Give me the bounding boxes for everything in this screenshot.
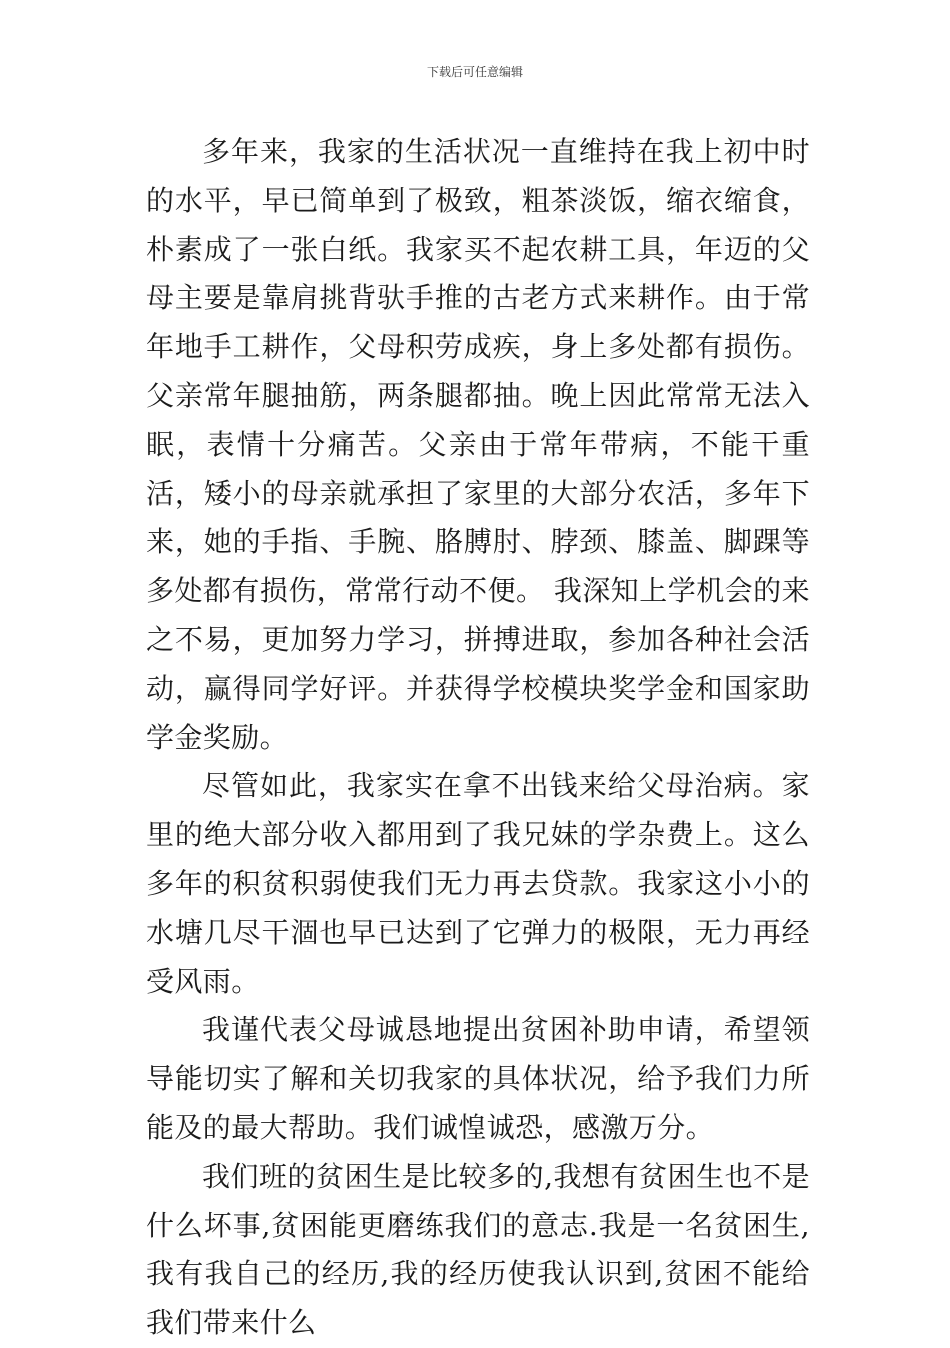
paragraph-family-situation: 多年来，我家的生活状况一直维持在我上初中时的水平，早已简单到了极致，粗茶淡饭，缩衣缩食，朴素成了一张白纸。我家买不起农耕工具，年迈的父母主要是靠肩挑背驮手推的古老方式来耕作。由于常年地手工耕作，父母积劳成疾，身上多处都有损伤。父亲常年腿抽筋，两条腿都抽。晚上因此常常无法入眠，表情十分痛苦。父亲由于常年带病，不能干重活，矮小的母亲就承担了家里的大部分农活，多年下来，她的手指、手腕、胳膊肘、脖颈、膝盖、脚踝等多处都有损伤，常常行动不便。 我深知上学机会的来之不易，更加努力学习，拼搏进取，参加各种社会活动，赢得同学好评。并获得学校模块奖学金和国家助学金奖励。: [146, 135, 810, 754]
paragraph-class-reflection: 我们班的贫困生是比较多的,我想有贫困生也不是什么坏事,贫困能更磨练我们的意志.我是一名贫困生,我有我自己的经历,我的经历使我认识到,贫困不能给我们带来什么: [146, 1159, 810, 1340]
paragraph-application-request: 我谨代表父母诚恳地提出贫困补助申请，希望领导能切实了解和关切我家的具体状况，给予我们力所能及的最大帮助。我们诚惶诚恐，感激万分。: [146, 1013, 810, 1144]
document-body: [146, 128, 810, 1348]
page-header: 下载后可任意编辑: [426, 65, 523, 79]
paragraph-financial-hardship: 尽管如此，我家实在拿不出钱来给父母治病。家里的绝大部分收入都用到了我兄妹的学杂费上。这么多年的积贫积弱使我们无力再去贷款。我家这小小的水塘几尽干涸也早已达到了它弹力的极限，无力再经受风雨。: [146, 769, 810, 998]
